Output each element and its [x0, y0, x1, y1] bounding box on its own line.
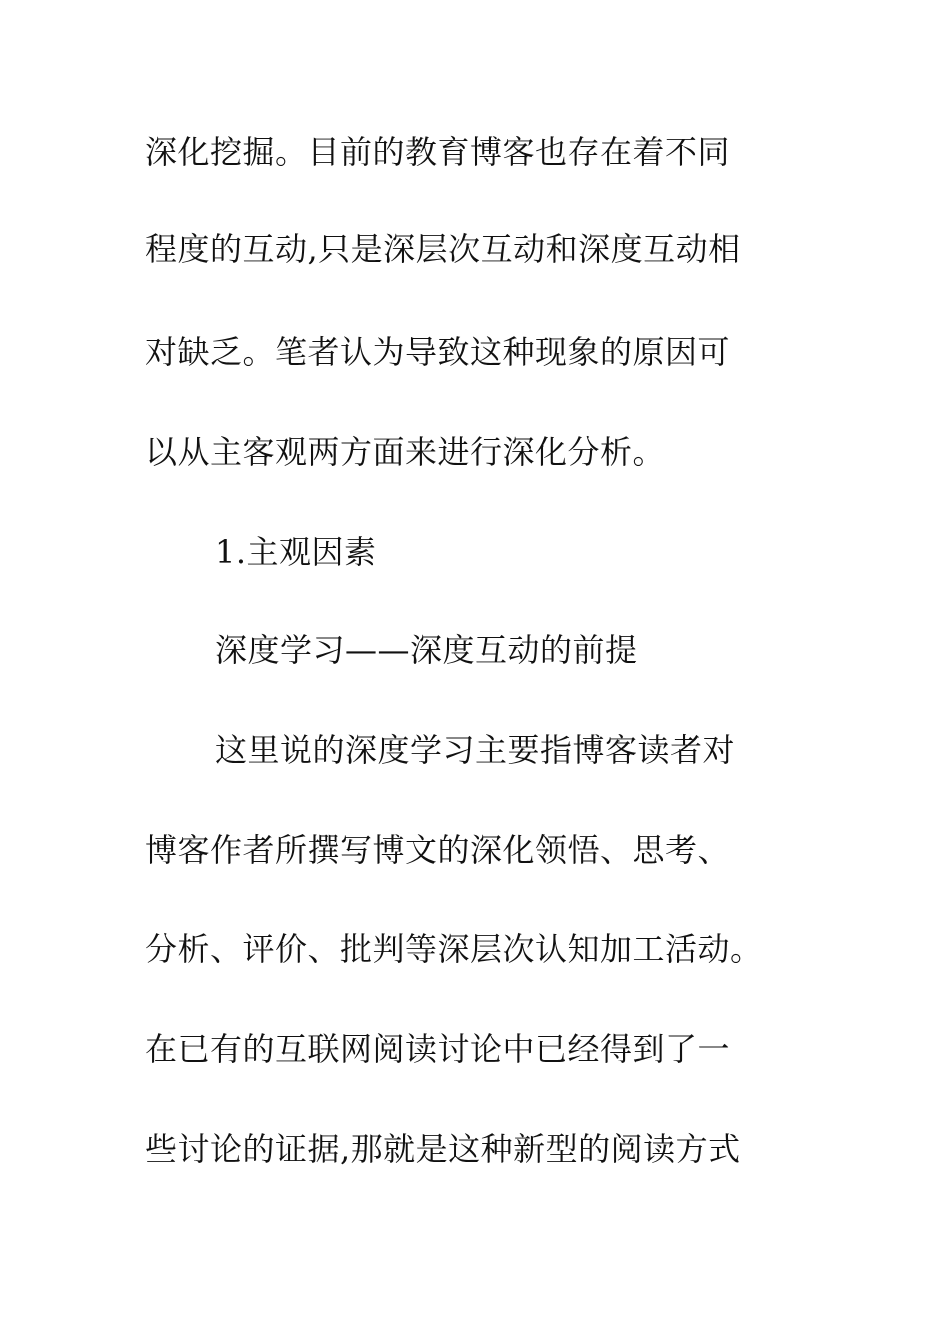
body-text-line: 些讨论的证据,那就是这种新型的阅读方式: [145, 1130, 741, 1168]
section-heading: 1.主观因素: [215, 533, 377, 571]
body-text-line: 博客作者所撰写博文的深化领悟、思考、: [145, 831, 731, 869]
body-text-line: 在已有的互联网阅读讨论中已经得到了一: [145, 1030, 731, 1068]
body-text-line: 对缺乏。笔者认为导致这种现象的原因可: [145, 333, 731, 371]
subsection-heading: 深度学习——深度互动的前提: [215, 631, 638, 669]
body-text-line: 分析、评价、批判等深层次认知加工活动。: [145, 930, 763, 968]
body-text-line: 以从主客观两方面来进行深化分析。: [145, 433, 666, 471]
body-text-line: 深化挖掘。目前的教育博客也存在着不同: [145, 133, 731, 171]
body-text-line: 程度的互动,只是深层次互动和深度互动相: [145, 230, 741, 268]
body-text-line: 这里说的深度学习主要指博客读者对: [215, 731, 736, 769]
